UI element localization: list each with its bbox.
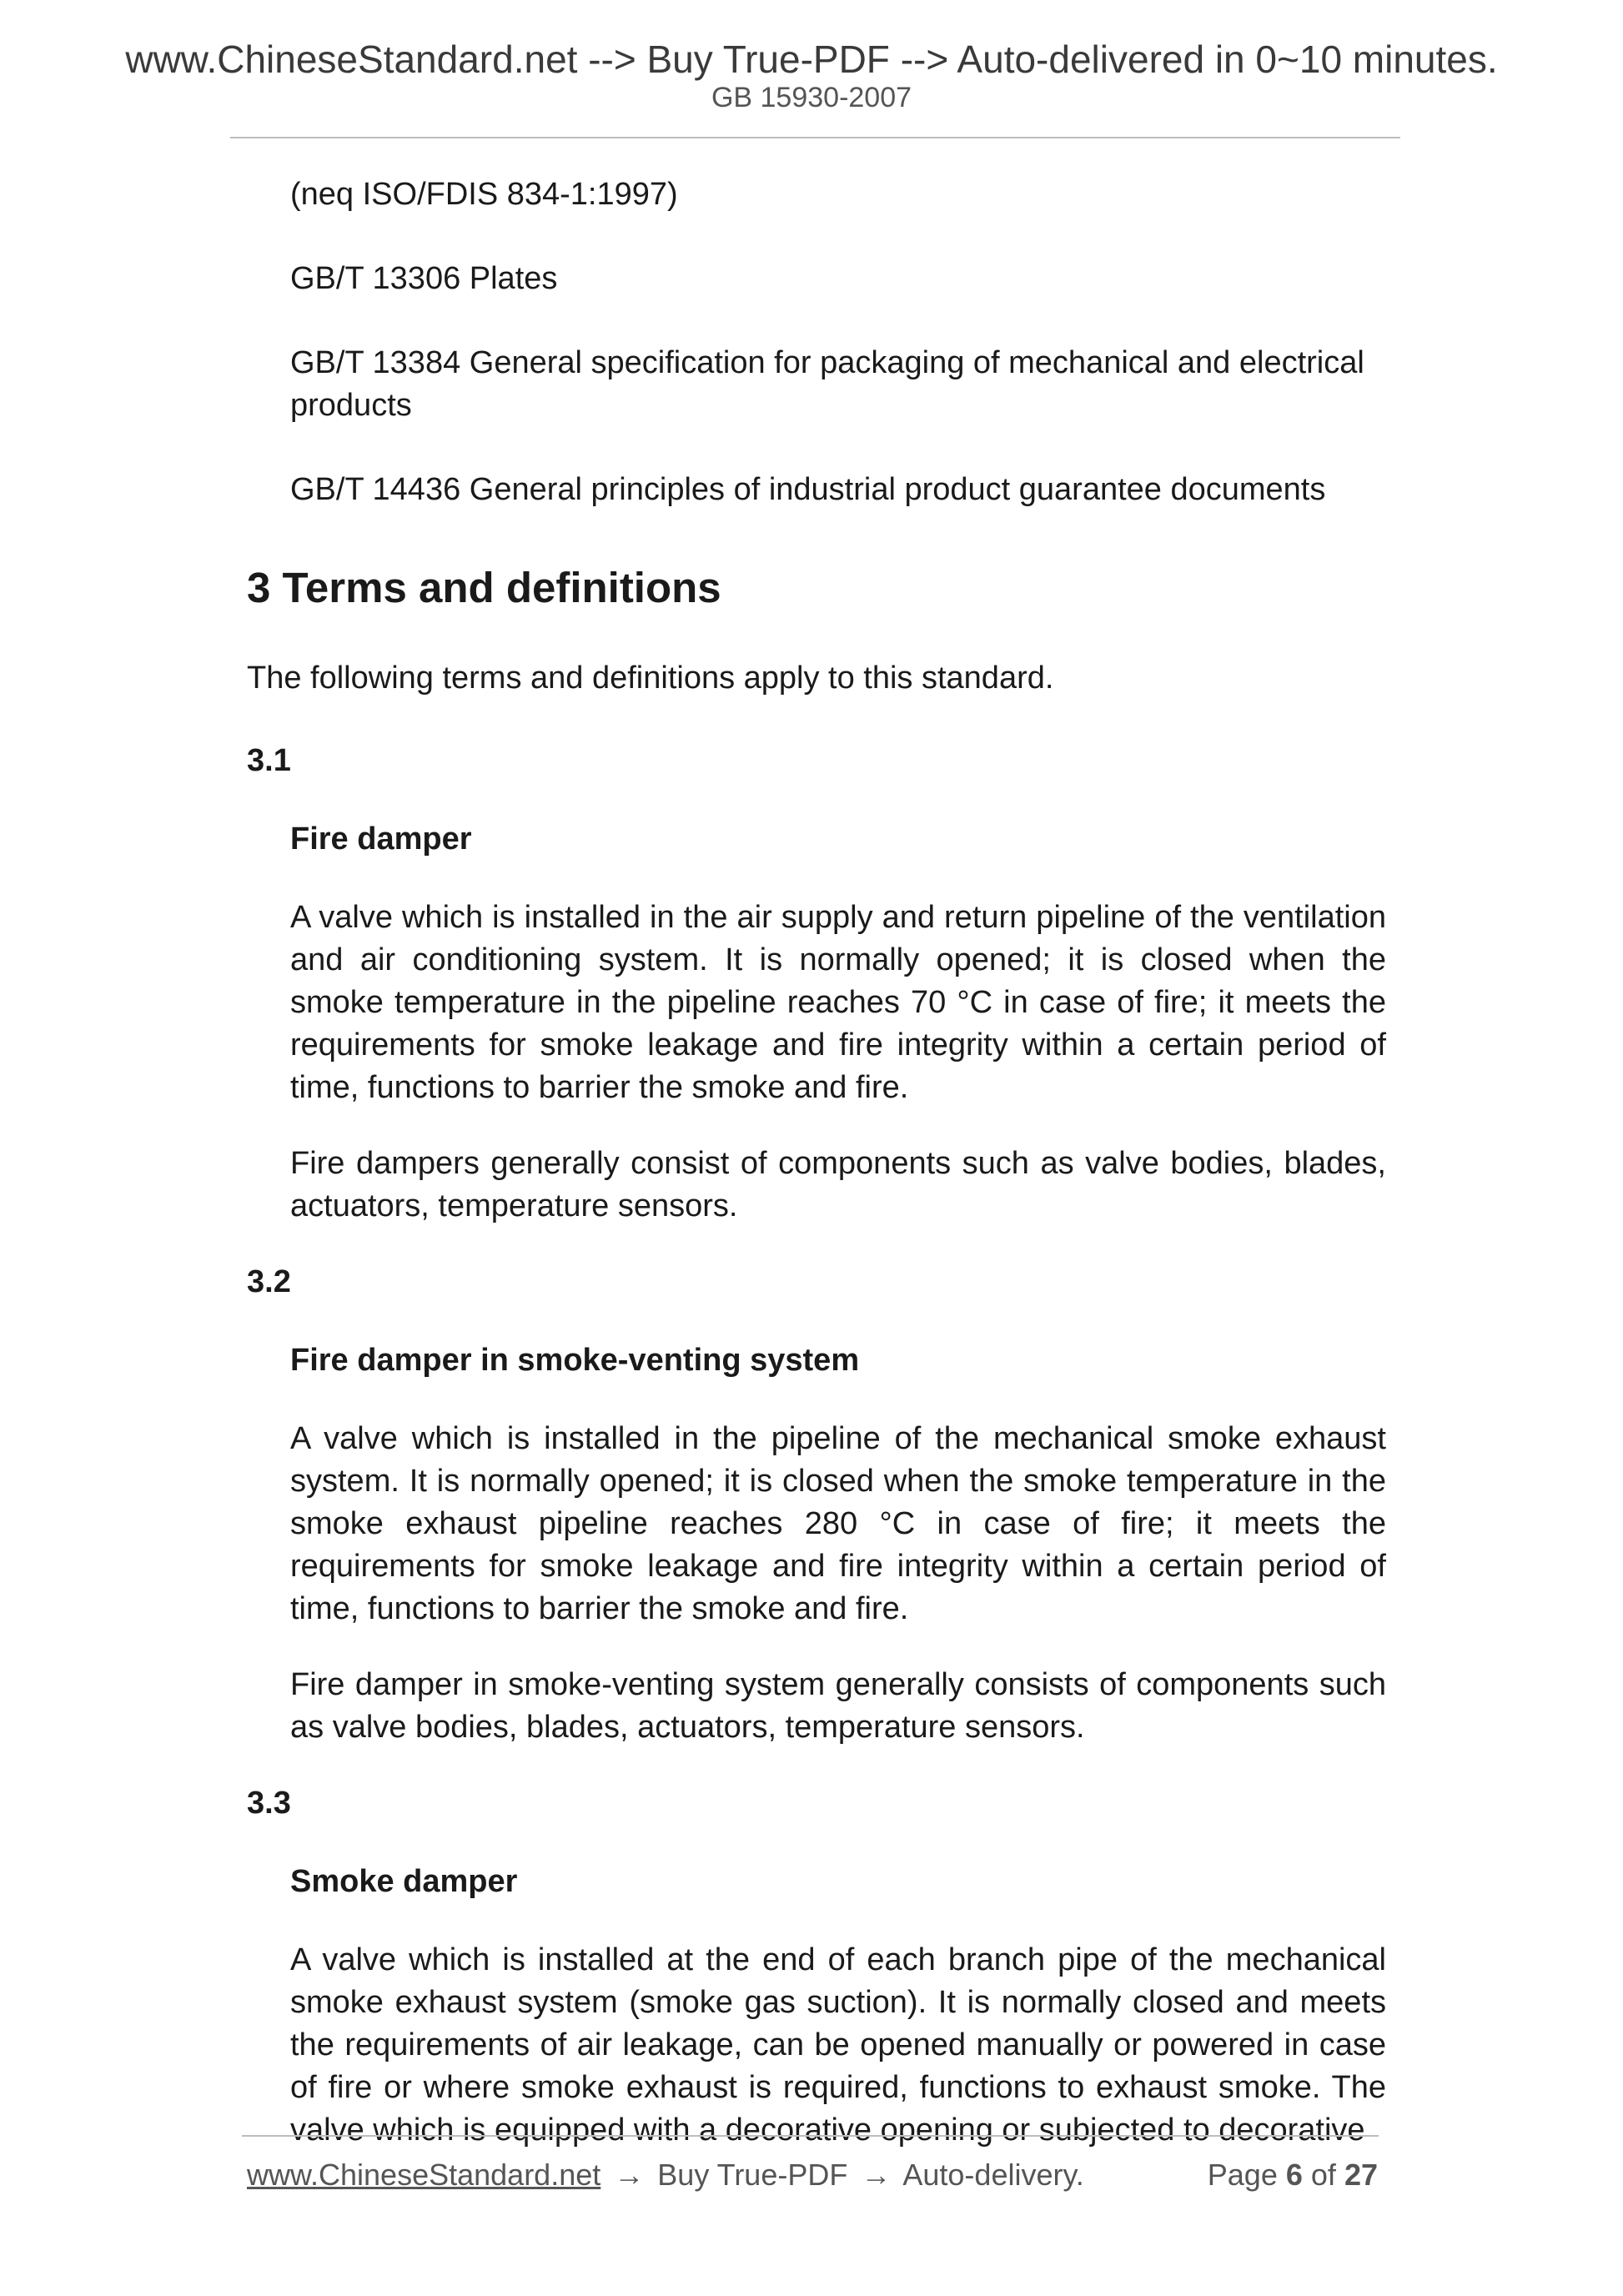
term-number: 3.3: [247, 1786, 291, 1821]
header-divider: [230, 137, 1400, 138]
term-note: Fire dampers generally consist of components such as valve bodies, blades, actuators, temperature sensors.: [290, 1146, 1386, 1223]
auto-delivery-text: Auto-delivery.: [902, 2158, 1084, 2192]
total-pages: 27: [1344, 2158, 1378, 2192]
term-name: Smoke damper: [290, 1864, 518, 1899]
page-of-label: of: [1310, 2158, 1336, 2192]
page-label: Page: [1207, 2158, 1278, 2192]
section-intro: The following terms and definitions apply to this standard.: [247, 661, 1054, 696]
term-name: Fire damper in smoke-venting system: [290, 1343, 860, 1378]
current-page: 6: [1285, 2158, 1303, 2192]
reference-gbt-13306: GB/T 13306 Plates: [290, 261, 558, 296]
standard-code: GB 15930-2007: [711, 82, 912, 113]
reference-neq-iso: (neq ISO/FDIS 834-1:1997): [290, 177, 678, 212]
footer-divider: [242, 2135, 1379, 2137]
term-definition: A valve which is installed in the pipeline of the mechanical smoke exhaust system. It is normally opened; it is closed when the smoke temperature in the smoke exhaust pipeline reaches 280 °C in case of fire; it meets the requirements for smoke leakage and fire integrity within a certain period of time, functions to barrier the smoke and fire.: [290, 1421, 1386, 1626]
term-3-3: [247, 1782, 1386, 2152]
section-title: 3 Terms and definitions: [247, 564, 721, 611]
term-definition: A valve which is installed at the end of each branch pipe of the mechanical smoke exhaust system (smoke gas suction). It is normally closed and meets the requirements of air leakage, can be opened manually or powered in case of fire or where smoke exhaust is required, functions to exhaust smoke. The valve which is equipped with a decorative opening or subjected to decorative: [290, 1942, 1386, 2148]
arrow-right-icon: →: [614, 2158, 645, 2192]
top-banner: www.ChineseStandard.net --> Buy True-PDF --> Auto-delivered in 0~10 minutes.: [125, 38, 1498, 81]
arrow-right-icon: →: [861, 2158, 892, 2192]
term-note: Fire damper in smoke-venting system generally consists of components such as valve bodies, blades, actuators, temperature sensors.: [290, 1667, 1386, 1745]
term-number: 3.2: [247, 1264, 291, 1299]
page-indicator: [1208, 2160, 1378, 2190]
term-3-1: [247, 740, 1386, 1228]
term-3-2: [247, 1261, 1386, 1749]
buy-true-pdf-text: Buy True-PDF: [657, 2158, 848, 2192]
reference-gbt-13384: GB/T 13384 General specification for packaging of mechanical and electrical products: [290, 345, 1364, 423]
page-footer: [247, 2160, 1378, 2190]
reference-gbt-14436: GB/T 14436 General principles of industrial product guarantee documents: [290, 472, 1326, 507]
term-number: 3.1: [247, 743, 291, 778]
term-name: Fire damper: [290, 821, 472, 857]
term-definition: A valve which is installed in the air supply and return pipeline of the ventilation and air conditioning system. It is normally opened; it is closed when the smoke temperature in the pipeline reaches 70 °C in case of fire; it meets the requirements for smoke leakage and fire integrity within a certain period of time, functions to barrier the smoke and fire.: [290, 900, 1386, 1105]
page-content: [247, 173, 1386, 2185]
site-link[interactable]: www.ChineseStandard.net: [247, 2158, 601, 2192]
